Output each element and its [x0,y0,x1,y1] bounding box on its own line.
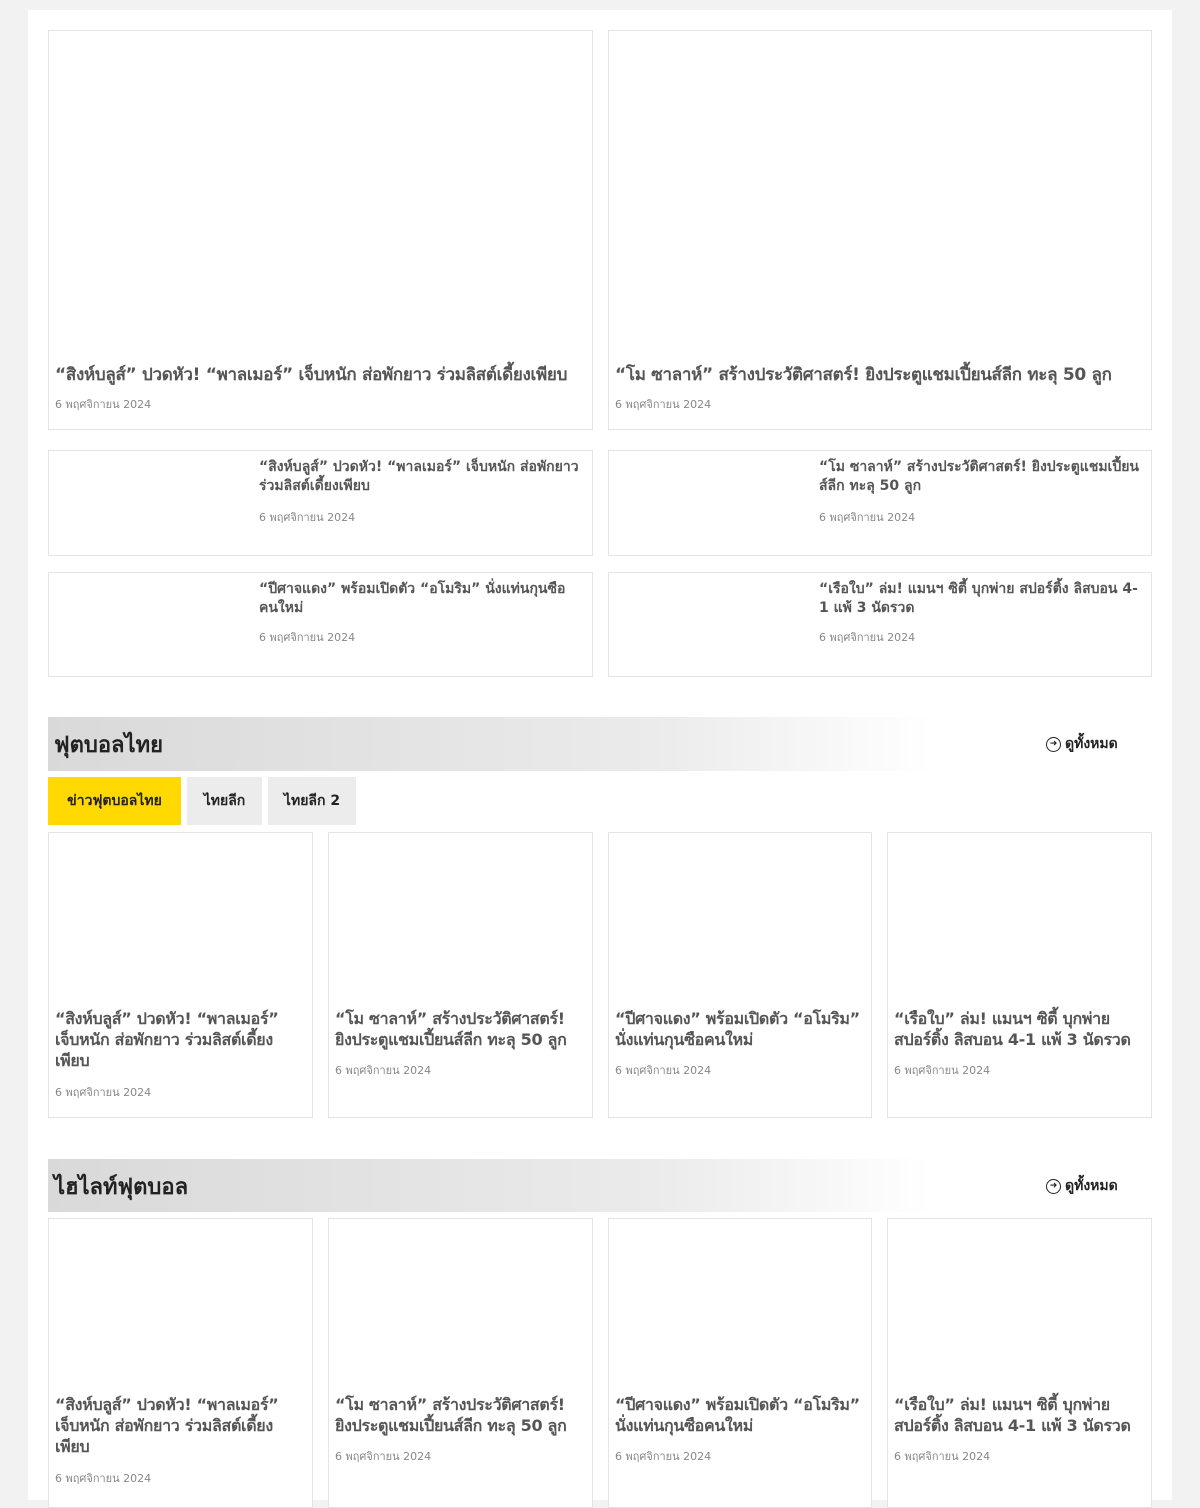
news-grid-card[interactable] [608,832,872,1118]
news-grid-card[interactable] [48,832,313,1118]
small-news-date: 6 พฤศจิกายน 2024 [259,511,356,524]
small-news-card[interactable] [608,450,1152,556]
section-title: ไฮไลท์ฟุตบอล [54,1175,189,1200]
small-news-date: 6 พฤศจิกายน 2024 [819,511,916,524]
highlight-title[interactable]: “โม ซาลาห์” สร้างประวัติศาสตร์! ยิงประตูแชมเปี้ยนส์ลีก ทะลุ 50 ลูก [335,1395,567,1435]
highlight-card[interactable] [887,1218,1152,1508]
highlight-title[interactable]: “ปีศาจแดง” พร้อมเปิดตัว “อโมริม” นั่งแท่นกุนซือคนใหม่ [615,1395,860,1435]
highlight-date: 6 พฤศจิกายน 2024 [894,1450,991,1463]
small-news-card[interactable] [48,572,593,677]
news-grid-card[interactable] [887,832,1152,1118]
view-all-label: ดูทั้งหมด [1065,1178,1118,1194]
small-news-card[interactable] [48,450,593,556]
section-title: ฟุตบอลไทย [54,733,163,758]
news-grid-date: 6 พฤศจิกายน 2024 [894,1064,991,1077]
small-news-card[interactable] [608,572,1152,677]
news-grid-title[interactable]: “ปีศาจแดง” พร้อมเปิดตัว “อโมริม” นั่งแท่นกุนซือคนใหม่ [615,1009,860,1049]
view-all-link[interactable] [1046,1175,1118,1197]
section-header-thai-football [48,717,1152,771]
small-news-title[interactable]: “โม ซาลาห์” สร้างประวัติศาสตร์! ยิงประตูแชมเปี้ยนส์ลีก ทะลุ 50 ลูก [819,459,1139,494]
highlight-title[interactable]: “สิงห์บลูส์” ปวดหัว! “พาลเมอร์” เจ็บหนัก ส่อพักยาว ร่วมลิสต์เดี้ยงเพียบ [55,1395,279,1456]
highlight-date: 6 พฤศจิกายน 2024 [55,1472,152,1485]
view-all-link[interactable] [1046,733,1118,755]
page-container [28,10,1172,1500]
small-news-date: 6 พฤศจิกายน 2024 [259,631,356,644]
arrow-right-circle-icon: ➜ [1046,1179,1061,1194]
tab-thai-league[interactable] [187,777,262,825]
featured-card[interactable] [48,30,593,430]
news-grid-date: 6 พฤศจิกายน 2024 [615,1064,712,1077]
tab-label: ไทยลีก [203,793,246,809]
featured-date: 6 พฤศจิกายน 2024 [615,398,712,411]
highlight-card[interactable] [328,1218,593,1508]
news-grid-date: 6 พฤศจิกายน 2024 [55,1086,152,1099]
small-news-title[interactable]: “สิงห์บลูส์” ปวดหัว! “พาลเมอร์” เจ็บหนัก ส่อพักยาว ร่วมลิสต์เดี้ยงเพียบ [259,459,579,494]
highlight-card[interactable] [48,1218,313,1508]
highlight-date: 6 พฤศจิกายน 2024 [335,1450,432,1463]
tab-label: ไทยลีก 2 [283,793,341,809]
small-news-date: 6 พฤศจิกายน 2024 [819,631,916,644]
small-news-title[interactable]: “ปีศาจแดง” พร้อมเปิดตัว “อโมริม” นั่งแท่นกุนซือคนใหม่ [259,581,566,616]
featured-date: 6 พฤศจิกายน 2024 [55,398,152,411]
small-news-title[interactable]: “เรือใบ” ล่ม! แมนฯ ซิตี้ บุกพ่าย สปอร์ติ้ง ลิสบอน 4-1 แพ้ 3 นัดรวด [819,581,1138,616]
section-header-highlights [48,1159,1152,1212]
tab-thai-football-news[interactable] [48,777,181,825]
news-grid-date: 6 พฤศจิกายน 2024 [335,1064,432,1077]
featured-card[interactable] [608,30,1152,430]
arrow-right-circle-icon: ➜ [1046,737,1061,752]
tab-thai-league-2[interactable] [268,777,356,825]
news-grid-card[interactable] [328,832,593,1118]
view-all-label: ดูทั้งหมด [1065,736,1118,752]
highlight-date: 6 พฤศจิกายน 2024 [615,1450,712,1463]
news-grid-title[interactable]: “โม ซาลาห์” สร้างประวัติศาสตร์! ยิงประตูแชมเปี้ยนส์ลีก ทะลุ 50 ลูก [335,1009,567,1049]
news-grid-title[interactable]: “เรือใบ” ล่ม! แมนฯ ซิตี้ บุกพ่าย สปอร์ติ้ง ลิสบอน 4-1 แพ้ 3 นัดรวด [894,1009,1131,1049]
highlight-card[interactable] [608,1218,872,1508]
featured-title[interactable]: “สิงห์บลูส์” ปวดหัว! “พาลเมอร์” เจ็บหนัก ส่อพักยาว ร่วมลิสต์เดี้ยงเพียบ [55,365,568,385]
tab-label: ข่าวฟุตบอลไทย [67,793,162,809]
news-grid-title[interactable]: “สิงห์บลูส์” ปวดหัว! “พาลเมอร์” เจ็บหนัก ส่อพักยาว ร่วมลิสต์เดี้ยงเพียบ [55,1009,279,1070]
highlight-title[interactable]: “เรือใบ” ล่ม! แมนฯ ซิตี้ บุกพ่าย สปอร์ติ้ง ลิสบอน 4-1 แพ้ 3 นัดรวด [894,1395,1131,1435]
featured-title[interactable]: “โม ซาลาห์” สร้างประวัติศาสตร์! ยิงประตูแชมเปี้ยนส์ลีก ทะลุ 50 ลูก [615,365,1112,385]
